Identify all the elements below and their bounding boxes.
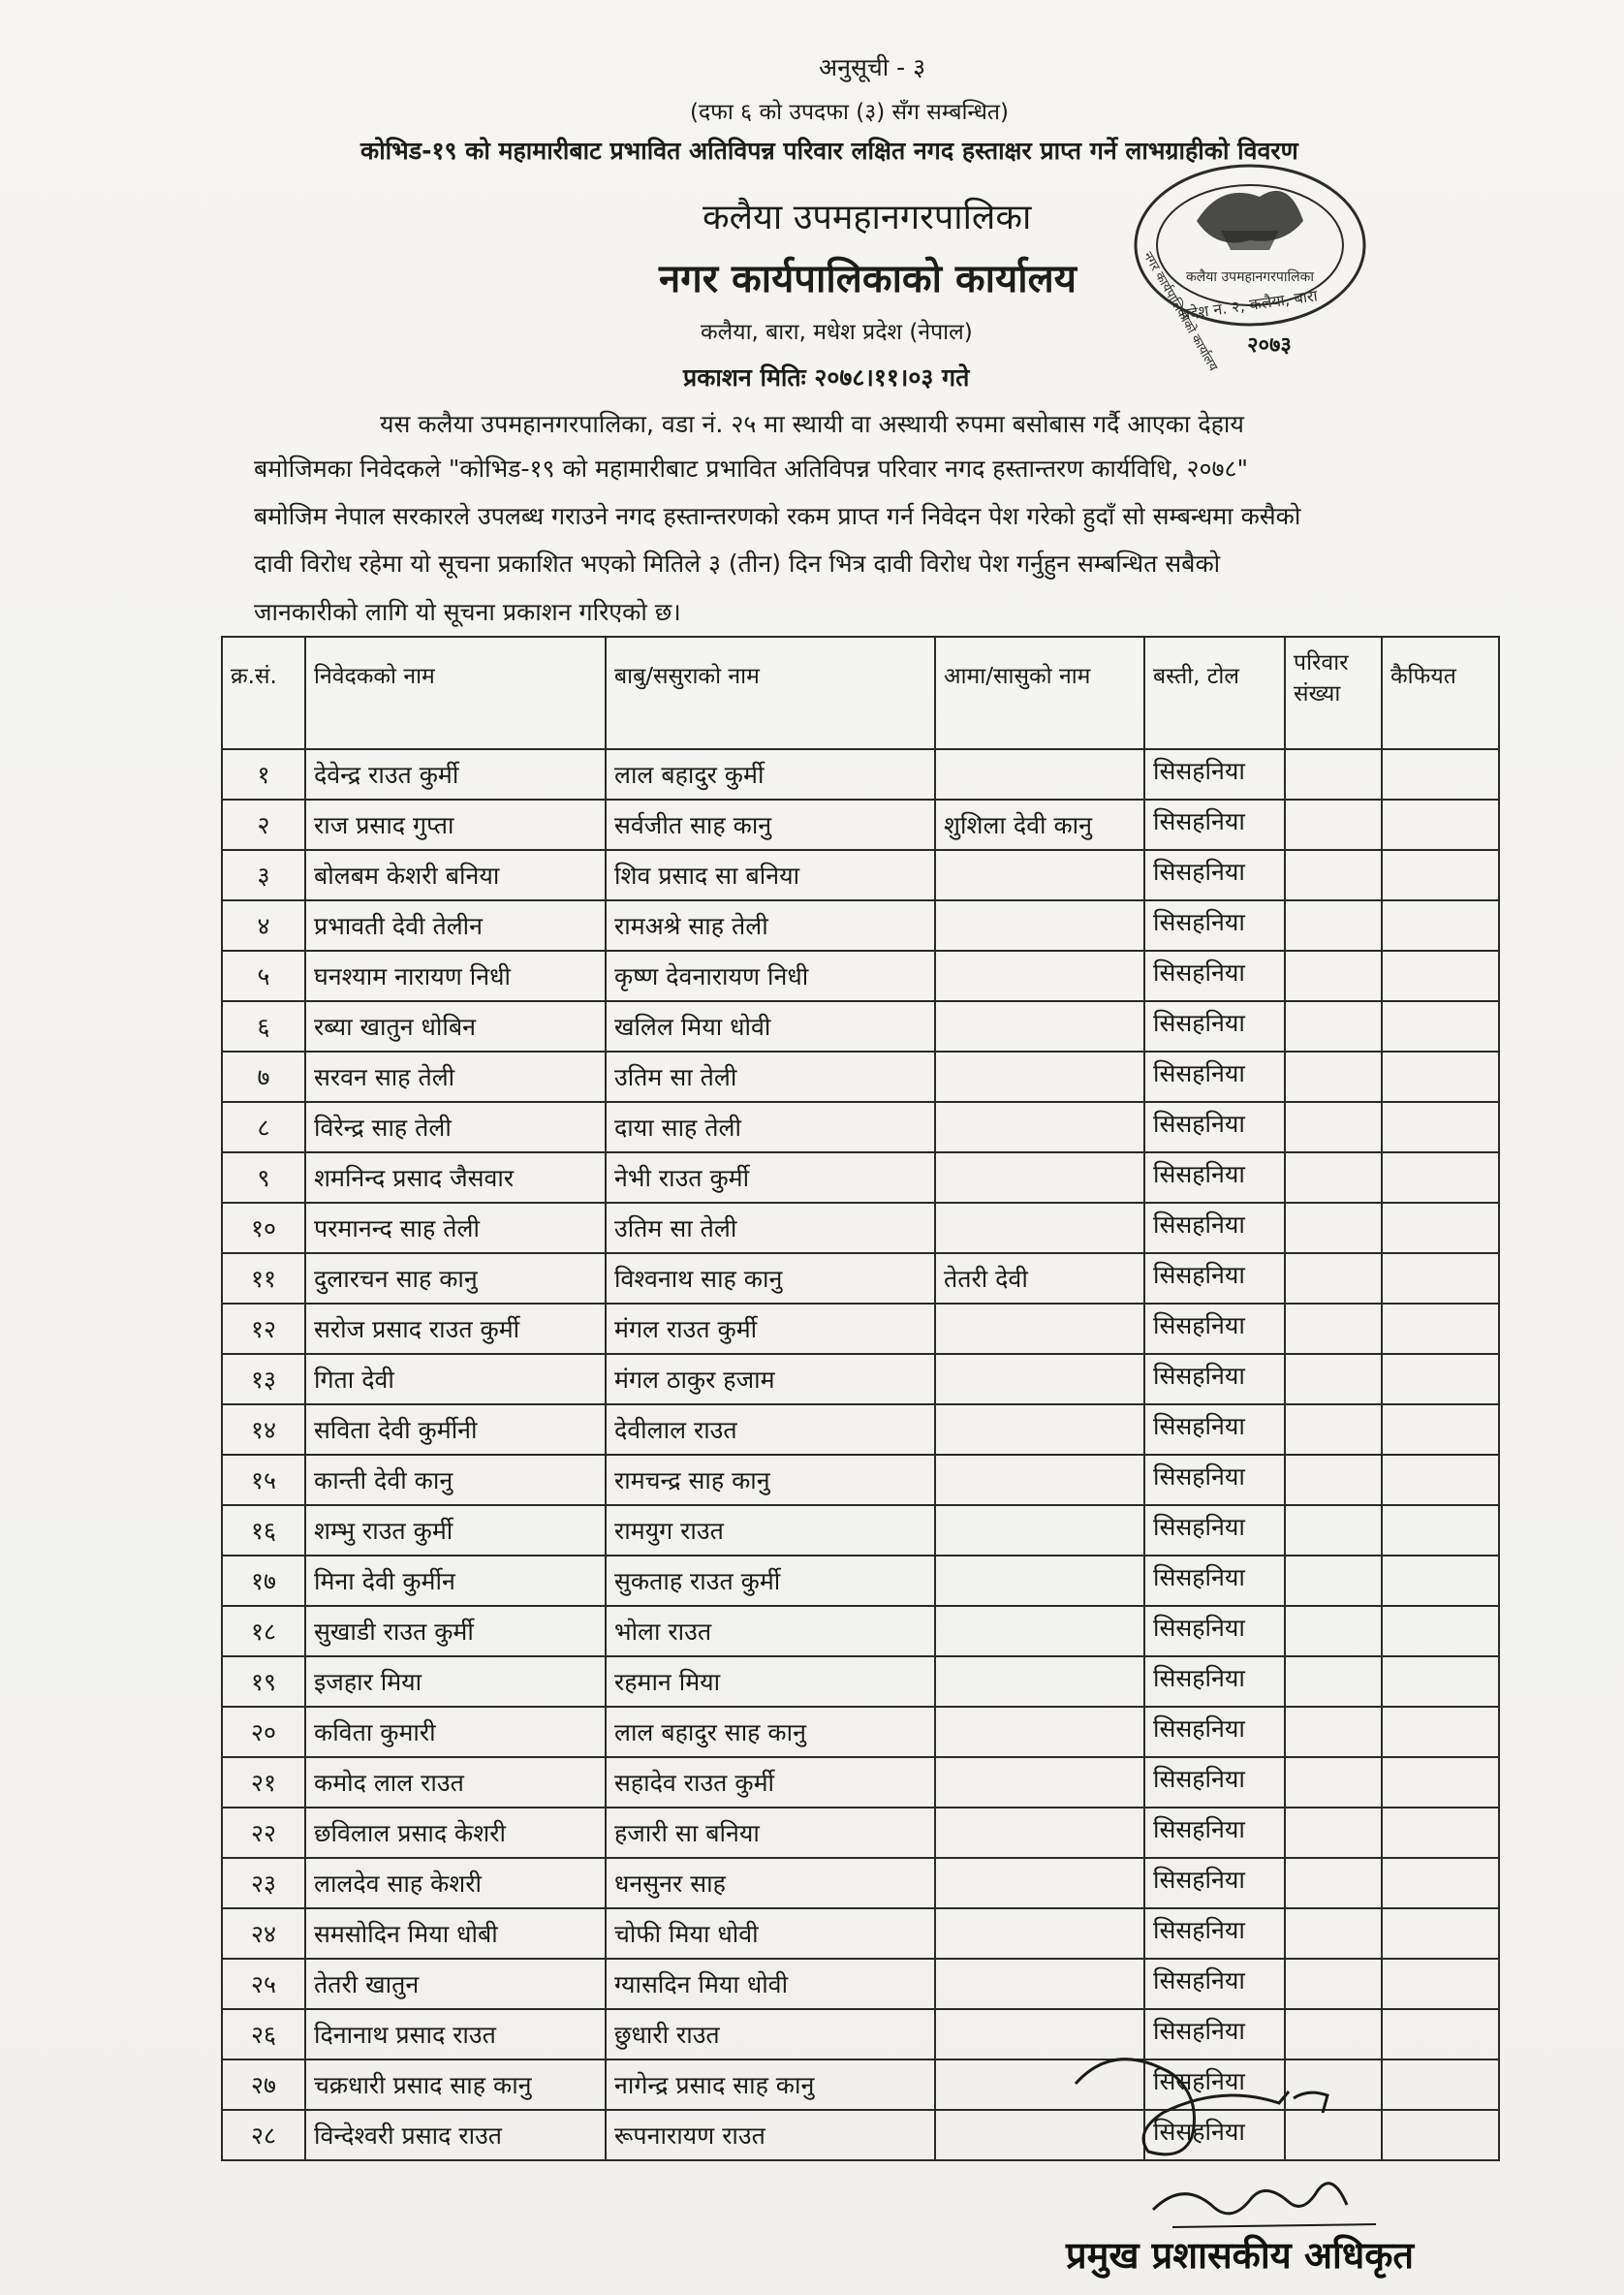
header-applicant-name: निवेदकको नाम: [305, 637, 606, 749]
cell-family: [1285, 1505, 1382, 1556]
svg-text:नगर कार्यपालिकाको कार्यालय: नगर कार्यपालिकाको कार्यालय: [1140, 249, 1221, 374]
cell-sn: ३: [222, 850, 305, 900]
cell-applicant: सरोज प्रसाद राउत कुर्मी: [305, 1304, 606, 1354]
cell-tole: सिसहनिया: [1144, 951, 1285, 1001]
cell-sn: १९: [222, 1656, 305, 1707]
cell-father: उतिम सा तेली: [606, 1052, 935, 1102]
cell-remarks: [1382, 1455, 1499, 1505]
cell-remarks: [1382, 1052, 1499, 1102]
table-row: [222, 1908, 1499, 1959]
table-body: [222, 749, 1499, 2160]
cell-remarks: [1382, 749, 1499, 800]
cell-father: कृष्ण देवनारायण निधी: [606, 951, 935, 1001]
section-reference: (दफा ६ को उपदफा (३) सँग सम्बन्धित): [690, 100, 1010, 125]
svg-text:प्रदेश नं. २, कलैया, बारा: प्रदेश नं. २, कलैया, बारा: [1179, 286, 1319, 324]
notice-line-2: बमोजिमका निवेदकले "कोभिड-१९ को महामारीबाट प्रभावित अतिविपन्न परिवार नगद हस्तान्तरण कार्यविधि, २०७८": [254, 455, 1249, 483]
cell-father: नागेन्द्र प्रसाद साह कानु: [606, 2059, 935, 2110]
cell-mother: [935, 1707, 1144, 1757]
table-header-row: [222, 637, 1499, 749]
cell-sn: ६: [222, 1001, 305, 1052]
cell-remarks: [1382, 1707, 1499, 1757]
cell-mother: [935, 1606, 1144, 1656]
cell-family: [1285, 850, 1382, 900]
officer-title: प्रमुख प्रशासकीय अधिकृत: [1066, 2234, 1415, 2277]
cell-applicant: लालदेव साह केशरी: [305, 1858, 606, 1908]
cell-mother: [935, 1455, 1144, 1505]
cell-mother: [935, 951, 1144, 1001]
cell-mother: [935, 850, 1144, 900]
header-serial-number: क्र.सं.: [222, 637, 305, 749]
cell-remarks: [1382, 1656, 1499, 1707]
cell-mother: [935, 1001, 1144, 1052]
svg-text:कलैया उपमहानगरपालिका: कलैया उपमहानगरपालिका: [1186, 269, 1314, 285]
office-seal-stamp: [1105, 153, 1386, 376]
cell-applicant: घनश्याम नारायण निधी: [305, 951, 606, 1001]
cell-tole: सिसहनिया: [1144, 1404, 1285, 1455]
cell-sn: १४: [222, 1404, 305, 1455]
cell-father: दाया साह तेली: [606, 1102, 935, 1152]
cell-sn: २२: [222, 1808, 305, 1858]
cell-mother: [935, 1757, 1144, 1808]
cell-family: [1285, 1253, 1382, 1304]
cell-sn: ४: [222, 900, 305, 951]
cell-father: विश्वनाथ साह कानु: [606, 1253, 935, 1304]
header-mother-name: आमा/सासुको नाम: [935, 637, 1144, 749]
cell-mother: [935, 749, 1144, 800]
cell-sn: २: [222, 800, 305, 850]
cell-sn: ९: [222, 1152, 305, 1203]
cell-tole: सिसहनिया: [1144, 1707, 1285, 1757]
cell-sn: ५: [222, 951, 305, 1001]
table-row: [222, 1203, 1499, 1253]
officer-signature: [1056, 2045, 1424, 2239]
cell-family: [1285, 1556, 1382, 1606]
cell-tole: सिसहनिया: [1144, 1959, 1285, 2009]
cell-applicant: छविलाल प्रसाद केशरी: [305, 1808, 606, 1858]
cell-tole: सिसहनिया: [1144, 2009, 1285, 2059]
cell-remarks: [1382, 1959, 1499, 2009]
cell-family: [1285, 1001, 1382, 1052]
cell-applicant: गिता देवी: [305, 1354, 606, 1404]
cell-remarks: [1382, 1757, 1499, 1808]
cell-applicant: शम्भु राउत कुर्मी: [305, 1505, 606, 1556]
cell-mother: [935, 1404, 1144, 1455]
cell-tole: सिसहनिया: [1144, 749, 1285, 800]
cell-mother: [935, 1656, 1144, 1707]
table-row: [222, 951, 1499, 1001]
cell-family: [1285, 1656, 1382, 1707]
header-tole: बस्ती, टोल: [1144, 637, 1285, 749]
cell-family: [1285, 1354, 1382, 1404]
cell-mother: [935, 1858, 1144, 1908]
cell-applicant: परमानन्द साह तेली: [305, 1203, 606, 1253]
cell-applicant: इजहार मिया: [305, 1656, 606, 1707]
cell-applicant: प्रभावती देवी तेलीन: [305, 900, 606, 951]
cell-applicant: विन्देश्वरी प्रसाद राउत: [305, 2110, 606, 2160]
cell-remarks: [1382, 951, 1499, 1001]
cell-father: सुकताह राउत कुर्मी: [606, 1556, 935, 1606]
cell-father: रहमान मिया: [606, 1656, 935, 1707]
cell-mother: [935, 1203, 1144, 1253]
cell-father: भोला राउत: [606, 1606, 935, 1656]
cell-sn: १३: [222, 1354, 305, 1404]
cell-remarks: [1382, 1858, 1499, 1908]
header-remarks: कैफियत: [1382, 637, 1499, 749]
cell-tole: सिसहनिया: [1144, 1757, 1285, 1808]
cell-sn: २४: [222, 1908, 305, 1959]
cell-father: लाल बहादुर कुर्मी: [606, 749, 935, 800]
cell-father: खलिल मिया धोवी: [606, 1001, 935, 1052]
cell-applicant: कान्ती देवी कानु: [305, 1455, 606, 1505]
cell-sn: १२: [222, 1304, 305, 1354]
cell-family: [1285, 800, 1382, 850]
cell-family: [1285, 900, 1382, 951]
cell-remarks: [1382, 1354, 1499, 1404]
cell-family: [1285, 1052, 1382, 1102]
cell-remarks: [1382, 1808, 1499, 1858]
cell-father: ग्यासदिन मिया धोवी: [606, 1959, 935, 2009]
cell-father: मंगल राउत कुर्मी: [606, 1304, 935, 1354]
table-row: [222, 1757, 1499, 1808]
cell-remarks: [1382, 900, 1499, 951]
cell-mother: [935, 1152, 1144, 1203]
publish-date: प्रकाशन मितिः २०७८।११।०३ गते: [683, 363, 970, 392]
cell-mother: [935, 1808, 1144, 1858]
cell-sn: २३: [222, 1858, 305, 1908]
table-row: [222, 1304, 1499, 1354]
svg-text:२०७३: २०७३: [1247, 333, 1292, 358]
cell-father: छुधारी राउत: [606, 2009, 935, 2059]
cell-tole: सिसहनिया: [1144, 1354, 1285, 1404]
cell-tole: सिसहनिया: [1144, 900, 1285, 951]
cell-remarks: [1382, 1001, 1499, 1052]
cell-applicant: राज प्रसाद गुप्ता: [305, 800, 606, 850]
cell-father: नेभी राउत कुर्मी: [606, 1152, 935, 1203]
table-row: [222, 1102, 1499, 1152]
header-father-name: बाबु/ससुराको नाम: [606, 637, 935, 749]
office-name: नगर कार्यपालिकाको कार्यालय: [659, 257, 1077, 301]
cell-remarks: [1382, 1556, 1499, 1606]
cell-mother: तेतरी देवी: [935, 1253, 1144, 1304]
cell-applicant: दुलारचन साह कानु: [305, 1253, 606, 1304]
cell-mother: शुशिला देवी कानु: [935, 800, 1144, 850]
cell-mother: [935, 1052, 1144, 1102]
cell-father: लाल बहादुर साह कानु: [606, 1707, 935, 1757]
cell-tole: सिसहनिया: [1144, 800, 1285, 850]
cell-family: [1285, 1606, 1382, 1656]
cell-tole: सिसहनिया: [1144, 1808, 1285, 1858]
cell-remarks: [1382, 1404, 1499, 1455]
applicant-table: [221, 636, 1500, 2161]
table-row: [222, 1354, 1499, 1404]
cell-sn: २८: [222, 2110, 305, 2160]
cell-applicant: विरेन्द्र साह तेली: [305, 1102, 606, 1152]
table-row: [222, 1556, 1499, 1606]
cell-sn: २५: [222, 1959, 305, 2009]
annex-label: अनुसूची - ३: [819, 53, 926, 81]
cell-mother: [935, 1908, 1144, 1959]
cell-remarks: [1382, 1304, 1499, 1354]
cell-applicant: बोलबम केशरी बनिया: [305, 850, 606, 900]
notice-line-5: जानकारीको लागि यो सूचना प्रकाशन गरिएको छ।: [254, 598, 681, 626]
cell-father: चोफी मिया धोवी: [606, 1908, 935, 1959]
cell-tole: सिसहनिया: [1144, 2110, 1285, 2160]
cell-family: [1285, 1203, 1382, 1253]
cell-father: रामअश्रे साह तेली: [606, 900, 935, 951]
header-family-count: परिवार संख्या: [1285, 637, 1382, 749]
cell-tole: सिसहनिया: [1144, 1304, 1285, 1354]
cell-remarks: [1382, 1203, 1499, 1253]
cell-father: सर्वजीत साह कानु: [606, 800, 935, 850]
cell-tole: सिसहनिया: [1144, 1606, 1285, 1656]
cell-tole: सिसहनिया: [1144, 2059, 1285, 2110]
cell-family: [1285, 1404, 1382, 1455]
cell-family: [1285, 1102, 1382, 1152]
cell-father: सहादेव राउत कुर्मी: [606, 1757, 935, 1808]
cell-tole: सिसहनिया: [1144, 1858, 1285, 1908]
cell-family: [1285, 1304, 1382, 1354]
cell-family: [1285, 951, 1382, 1001]
table-row: [222, 1001, 1499, 1052]
cell-father: धनसुनर साह: [606, 1858, 935, 1908]
cell-remarks: [1382, 1908, 1499, 1959]
cell-applicant: चक्रधारी प्रसाद साह कानु: [305, 2059, 606, 2110]
notice-line-3: बमोजिम नेपाल सरकारले उपलब्ध गराउने नगद हस्तान्तरणको रकम प्राप्त गर्न निवेदन पेश गरेको हुदाँ सो सम्बन्धमा कसैको: [254, 502, 1301, 530]
cell-mother: [935, 1304, 1144, 1354]
cell-mother: [935, 1959, 1144, 2009]
cell-applicant: रब्या खातुन धोबिन: [305, 1001, 606, 1052]
table-row: [222, 749, 1499, 800]
cell-applicant: समसोदिन मिया धोबी: [305, 1908, 606, 1959]
cell-applicant: कमोद लाल राउत: [305, 1757, 606, 1808]
cell-father: उतिम सा तेली: [606, 1203, 935, 1253]
cell-mother: [935, 1354, 1144, 1404]
cell-father: रामयुग राउत: [606, 1505, 935, 1556]
cell-father: रूपनारायण राउत: [606, 2110, 935, 2160]
cell-applicant: मिना देवी कुर्मीन: [305, 1556, 606, 1606]
cell-remarks: [1382, 1505, 1499, 1556]
table-row: [222, 1505, 1499, 1556]
cell-sn: ७: [222, 1052, 305, 1102]
office-address: कलैया, बारा, मधेश प्रदेश (नेपाल): [701, 320, 973, 345]
cell-tole: सिसहनिया: [1144, 1152, 1285, 1203]
table-row: [222, 1707, 1499, 1757]
cell-tole: सिसहनिया: [1144, 1505, 1285, 1556]
cell-remarks: [1382, 1606, 1499, 1656]
table-row: [222, 1052, 1499, 1102]
table-row: [222, 1253, 1499, 1304]
cell-family: [1285, 1152, 1382, 1203]
cell-family: [1285, 749, 1382, 800]
table-row: [222, 1959, 1499, 2009]
cell-remarks: [1382, 800, 1499, 850]
table-row: [222, 800, 1499, 850]
cell-applicant: देवेन्द्र राउत कुर्मी: [305, 749, 606, 800]
table-row: [222, 1455, 1499, 1505]
cell-mother: [935, 1556, 1144, 1606]
cell-mother: [935, 900, 1144, 951]
cell-father: मंगल ठाकुर हजाम: [606, 1354, 935, 1404]
cell-tole: सिसहनिया: [1144, 1908, 1285, 1959]
cell-applicant: सविता देवी कुर्मीनी: [305, 1404, 606, 1455]
cell-family: [1285, 1757, 1382, 1808]
cell-tole: सिसहनिया: [1144, 1656, 1285, 1707]
table-row: [222, 1404, 1499, 1455]
table-row: [222, 850, 1499, 900]
cell-sn: १: [222, 749, 305, 800]
cell-tole: सिसहनिया: [1144, 850, 1285, 900]
cell-mother: [935, 1505, 1144, 1556]
table-row: [222, 1606, 1499, 1656]
cell-sn: ८: [222, 1102, 305, 1152]
cell-tole: सिसहनिया: [1144, 1052, 1285, 1102]
table-row: [222, 1858, 1499, 1908]
cell-sn: १०: [222, 1203, 305, 1253]
cell-sn: २६: [222, 2009, 305, 2059]
cell-tole: सिसहनिया: [1144, 1102, 1285, 1152]
cell-tole: सिसहनिया: [1144, 1001, 1285, 1052]
cell-family: [1285, 1959, 1382, 2009]
cell-family: [1285, 1808, 1382, 1858]
cell-sn: २१: [222, 1757, 305, 1808]
table-row: [222, 1152, 1499, 1203]
cell-tole: सिसहनिया: [1144, 1556, 1285, 1606]
cell-remarks: [1382, 850, 1499, 900]
cell-sn: १५: [222, 1455, 305, 1505]
cell-applicant: तेतरी खातुन: [305, 1959, 606, 2009]
cell-father: शिव प्रसाद सा बनिया: [606, 850, 935, 900]
cell-tole: सिसहनिया: [1144, 1455, 1285, 1505]
cell-sn: १६: [222, 1505, 305, 1556]
table-row: [222, 1808, 1499, 1858]
cell-remarks: [1382, 1152, 1499, 1203]
cell-applicant: सुखाडी राउत कुर्मी: [305, 1606, 606, 1656]
table-row: [222, 900, 1499, 951]
cell-remarks: [1382, 1253, 1499, 1304]
notice-line-4: दावी विरोध रहेमा यो सूचना प्रकाशित भएको मितिले ३ (तीन) दिन भित्र दावी विरोध पेश गर्नुहुन सम्बन्धित सबैको: [254, 550, 1221, 578]
cell-tole: सिसहनिया: [1144, 1253, 1285, 1304]
cell-sn: ११: [222, 1253, 305, 1304]
cell-sn: २०: [222, 1707, 305, 1757]
cell-sn: २७: [222, 2059, 305, 2110]
cell-applicant: कविता कुमारी: [305, 1707, 606, 1757]
cell-remarks: [1382, 1102, 1499, 1152]
cell-tole: सिसहनिया: [1144, 1203, 1285, 1253]
cell-applicant: दिनानाथ प्रसाद राउत: [305, 2009, 606, 2059]
cell-father: रामचन्द्र साह कानु: [606, 1455, 935, 1505]
cell-family: [1285, 1455, 1382, 1505]
cell-sn: १७: [222, 1556, 305, 1606]
cell-family: [1285, 1707, 1382, 1757]
cell-sn: १८: [222, 1606, 305, 1656]
cell-applicant: सरवन साह तेली: [305, 1052, 606, 1102]
cell-mother: [935, 1102, 1144, 1152]
municipality-name: कलैया उपमहानगरपालिका: [703, 198, 1032, 237]
table-row: [222, 1656, 1499, 1707]
document-description: कोभिड-१९ को महामारीबाट प्रभावित अतिविपन्न परिवार लक्षित नगद हस्ताक्षर प्राप्त गर्ने लाभग्राहीको विवरण: [360, 137, 1298, 165]
cell-father: देवीलाल राउत: [606, 1404, 935, 1455]
cell-family: [1285, 1908, 1382, 1959]
cell-applicant: शमनिन्द प्रसाद जैसवार: [305, 1152, 606, 1203]
cell-family: [1285, 1858, 1382, 1908]
cell-father: हजारी सा बनिया: [606, 1808, 935, 1858]
notice-line-1: यस कलैया उपमहानगरपालिका, वडा नं. २५ मा स्थायी वा अस्थायी रुपमा बसोबास गर्दै आएका देहाय: [380, 410, 1244, 438]
